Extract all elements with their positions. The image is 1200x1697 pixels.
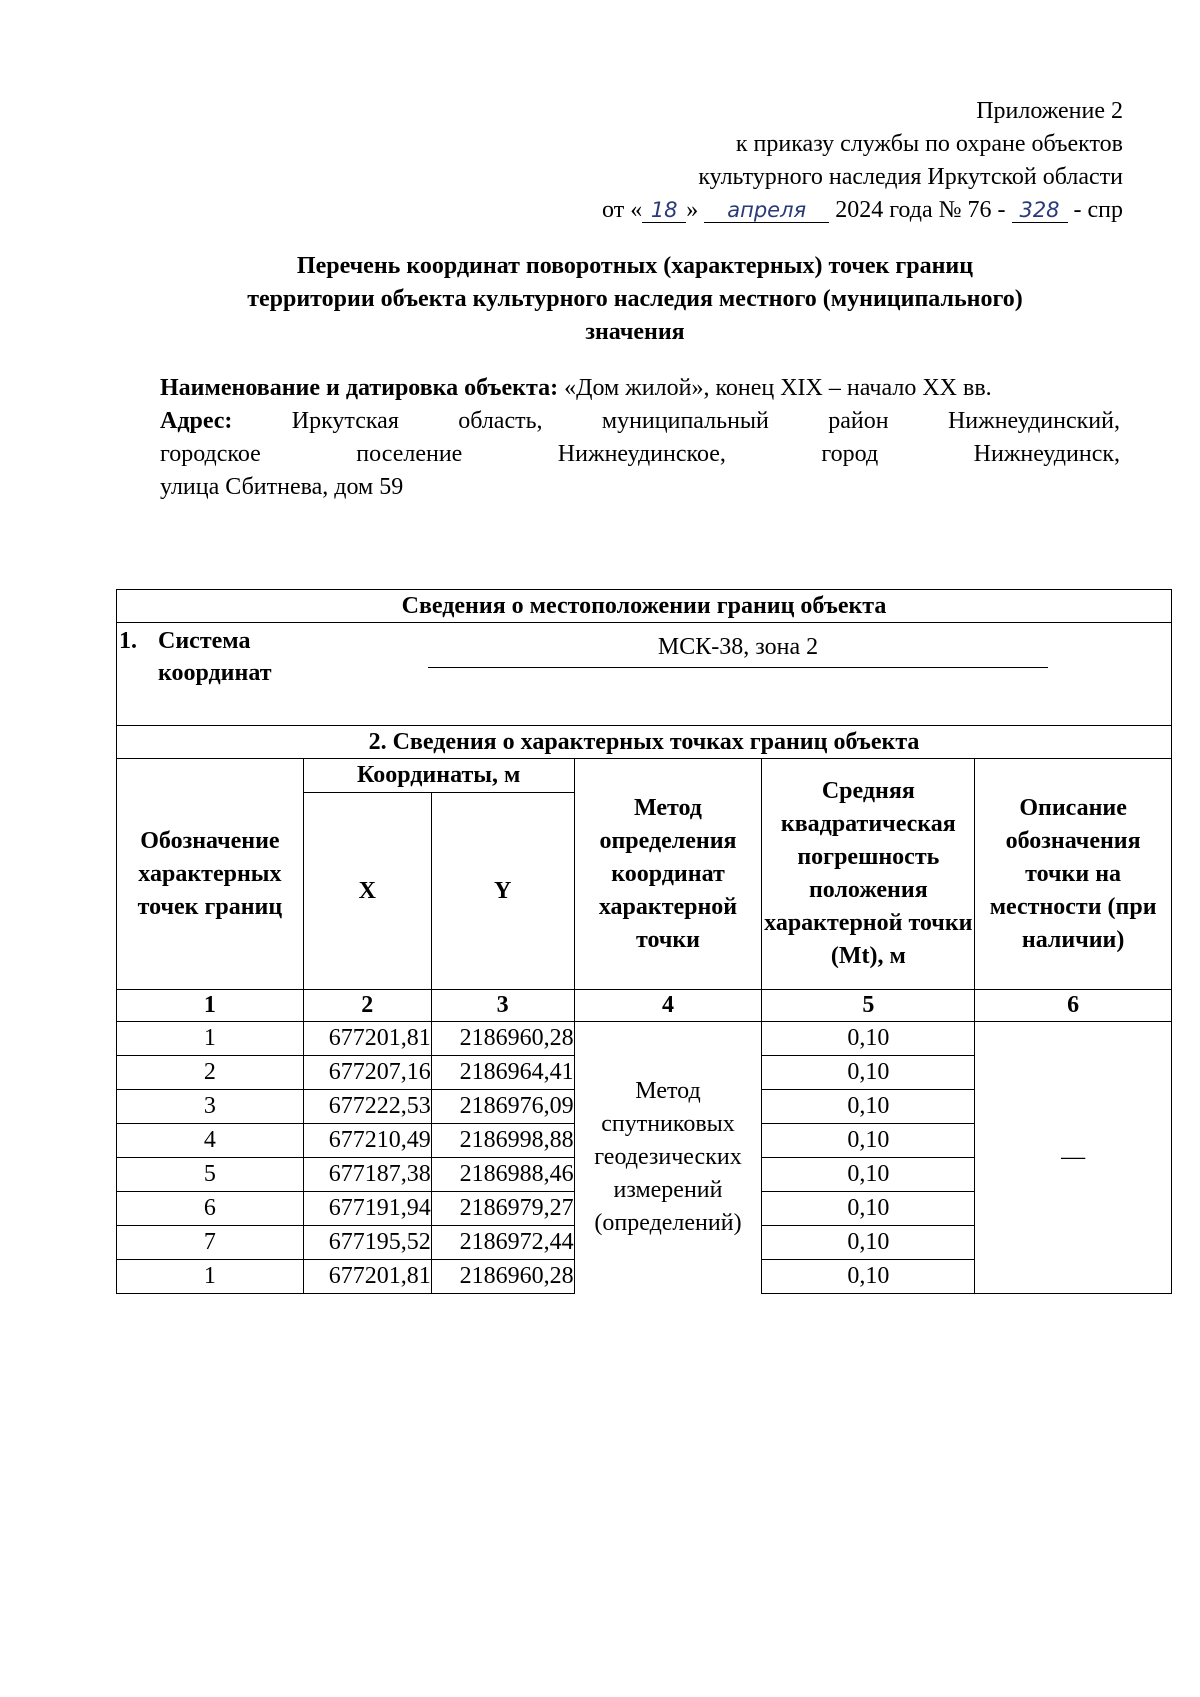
description-cell: — — [975, 1022, 1172, 1294]
table-row: 5 677187,38 2186988,46 0,10 — [117, 1158, 1172, 1192]
col-number: 5 — [762, 990, 975, 1022]
object-address-line1: Адрес: Иркутская область, муниципальный район Нижнеудинский, — [160, 408, 1120, 434]
col-header-x: X — [303, 793, 431, 990]
col-header-method: Метод определения координат характерной точки — [574, 759, 762, 990]
col-number: 3 — [431, 990, 574, 1022]
coordinate-system-label: 1. Система координат — [119, 628, 272, 686]
table-row: 7 677195,52 2186972,44 0,10 — [117, 1226, 1172, 1260]
object-address-line2: городское поселение Нижнеудинское, город Нижнеудинск, — [160, 441, 1120, 467]
boundary-coordinates-table — [116, 589, 1172, 1294]
col-number: 4 — [574, 990, 762, 1022]
col-header-description: Описание обозначения точки на местности (при наличии) — [975, 759, 1172, 990]
order-date-line: от « 18 » апреля 2024 года № 76 - 328 - спр — [602, 197, 1123, 223]
coordinate-system-row — [117, 623, 1172, 726]
handwritten-day: 18 — [642, 198, 686, 223]
object-info — [160, 372, 1120, 504]
col-header-y: Y — [431, 793, 574, 990]
col-number: 1 — [117, 990, 304, 1022]
section2-title: 2. Сведения о характерных точках границ объекта — [117, 726, 1172, 759]
appendix-label: Приложение 2 — [976, 98, 1123, 124]
document-title: Перечень координат поворотных (характерных) точек границ территории объекта культурного наследия местного (муниципального) значения — [247, 253, 1023, 345]
table-row: 1 677201,81 2186960,28 0,10 — [117, 1260, 1172, 1294]
col-header-coordinates: Координаты, м — [303, 759, 574, 793]
col-number: 2 — [303, 990, 431, 1022]
table-row: 4 677210,49 2186998,88 0,10 — [117, 1124, 1172, 1158]
col-header-designation: Обозначение характерных точек границ — [117, 759, 304, 990]
table-row: 3 677222,53 2186976,09 0,10 — [117, 1090, 1172, 1124]
object-address-line3: улица Сбитнева, дом 59 — [160, 474, 404, 500]
issuing-authority: культурного наследия Иркутской области — [698, 164, 1123, 190]
table-row: 1 677201,81 2186960,28 Метод спутниковых геодезических измерений (определений) 0,10 — — [117, 1022, 1172, 1056]
col-header-error: Средняя квадратическая погрешность положения характерной точки (Mt), м — [762, 759, 975, 990]
handwritten-number: 328 — [1012, 198, 1068, 223]
method-cell: Метод спутниковых геодезических измерений (определений) — [574, 1022, 762, 1294]
order-reference: к приказу службы по охране объектов — [735, 131, 1123, 157]
section1-title: Сведения о местоположении границ объекта — [117, 590, 1172, 623]
table-row: 2 677207,16 2186964,41 0,10 — [117, 1056, 1172, 1090]
document-header — [602, 95, 1123, 227]
object-name: Наименование и датировка объекта: «Дом жилой», конец XIX – начало XX вв. — [160, 375, 992, 401]
handwritten-month: апреля — [704, 198, 829, 223]
col-number: 6 — [975, 990, 1172, 1022]
coordinate-system-value: МСК-38, зона 2 — [428, 631, 1048, 668]
table-row: 6 677191,94 2186979,27 0,10 — [117, 1192, 1172, 1226]
